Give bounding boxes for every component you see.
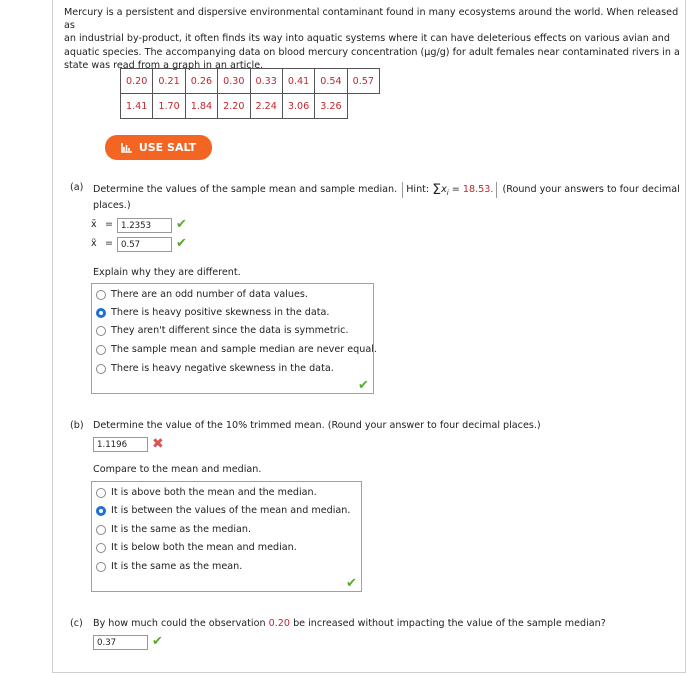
part-c-value: 0.20 xyxy=(268,618,290,629)
correct-check-icon: ✔ xyxy=(152,634,163,649)
table-cell: 1.84 xyxy=(185,94,217,119)
table-cell: 3.06 xyxy=(282,94,314,119)
correct-check-icon: ✔ xyxy=(176,217,187,232)
choice-label: The sample mean and sample median are never equal. xyxy=(111,344,377,355)
intro-line: aquatic species. The accompanying data on blood mercury concentration (µg/g) for adult females near contaminated rivers in a xyxy=(64,46,680,58)
sigma-symbol: Σ xyxy=(432,182,442,198)
choice-label: It is the same as the mean. xyxy=(111,561,243,572)
radio-button[interactable] xyxy=(96,525,106,535)
table-cell-empty xyxy=(347,94,379,119)
part-a-letter: (a) xyxy=(70,182,84,193)
data-table xyxy=(120,68,380,119)
radio-button[interactable] xyxy=(96,488,106,498)
table-cell: 0.21 xyxy=(153,69,185,94)
median-symbol: x̃ xyxy=(91,238,97,249)
compare-prompt: Compare to the mean and median. xyxy=(93,464,262,475)
equals-sign: = xyxy=(105,238,114,249)
choice-option[interactable] xyxy=(96,289,308,300)
choice-option[interactable] xyxy=(96,325,349,336)
part-b-prompt: Determine the value of the 10% trimmed mean. (Round your answer to four decimal places.) xyxy=(93,420,541,431)
choice-label: They aren't different since the data is symmetric. xyxy=(111,325,349,336)
table-cell: 0.54 xyxy=(315,69,347,94)
hint-eq: = xyxy=(451,184,460,195)
part-b-letter: (b) xyxy=(70,420,84,431)
radio-button[interactable] xyxy=(96,543,106,553)
table-cell: 2.24 xyxy=(250,94,282,119)
part-c-prompt-before: By how much could the observation xyxy=(93,618,266,629)
choice-label: It is between the values of the mean and median. xyxy=(111,505,351,516)
increase-amount-input[interactable]: 0.37 xyxy=(93,635,148,650)
hint-box xyxy=(402,182,497,198)
choice-option[interactable] xyxy=(96,487,317,498)
table-cell: 1.41 xyxy=(121,94,153,119)
choice-option[interactable] xyxy=(96,561,242,572)
hint-prefix: Hint: xyxy=(406,184,430,195)
choice-option-selected[interactable] xyxy=(96,505,350,516)
part-c-prompt xyxy=(93,618,606,629)
radio-button-selected[interactable] xyxy=(96,308,106,318)
use-salt-label: USE SALT xyxy=(138,141,197,154)
choice-label: There are an odd number of data values. xyxy=(111,289,308,300)
part-c-letter: (c) xyxy=(70,618,83,629)
table-cell: 0.26 xyxy=(185,69,217,94)
choice-option[interactable] xyxy=(96,344,377,355)
round-note: (Round your answers to four decimal xyxy=(502,184,680,195)
choice-option[interactable] xyxy=(96,524,251,535)
choice-option-selected[interactable] xyxy=(96,307,329,318)
table-row xyxy=(121,94,380,119)
salt-chart-icon xyxy=(121,142,133,153)
intro-line: an industrial by-product, it often finds its way into aquatic systems where it can have deleterious effects on various avian and xyxy=(64,33,670,45)
table-cell: 0.33 xyxy=(250,69,282,94)
intro-line: state was read from a graph in an article. xyxy=(64,59,264,71)
table-cell: 0.41 xyxy=(282,69,314,94)
correct-check-icon: ✔ xyxy=(358,378,369,393)
table-cell: 0.57 xyxy=(347,69,379,94)
table-cell: 1.70 xyxy=(153,94,185,119)
mean-input[interactable]: 1.2353 xyxy=(117,218,172,233)
choice-label: There is heavy negative skewness in the data. xyxy=(111,363,334,374)
choice-option[interactable] xyxy=(96,363,334,374)
hint-sub: i xyxy=(446,188,449,197)
choice-label: It is above both the mean and the median. xyxy=(111,487,317,498)
intro-text xyxy=(64,6,682,72)
median-input[interactable]: 0.57 xyxy=(117,237,172,252)
hint-value: 18.53. xyxy=(462,184,494,195)
trimmed-mean-input[interactable]: 1.1196 xyxy=(93,437,148,452)
choice-option[interactable] xyxy=(96,542,297,553)
correct-check-icon: ✔ xyxy=(176,236,187,251)
explain-prompt: Explain why they are different. xyxy=(93,267,241,278)
intro-line: Mercury is a persistent and dispersive environmental contaminant found in many ecosystems around the world. When released as xyxy=(64,7,679,32)
table-cell: 3.26 xyxy=(315,94,347,119)
table-cell: 2.20 xyxy=(218,94,250,119)
correct-check-icon: ✔ xyxy=(346,576,357,591)
radio-button[interactable] xyxy=(96,326,106,336)
choice-label: It is the same as the median. xyxy=(111,524,252,535)
round-note-cont: places.) xyxy=(93,200,131,211)
choice-label: There is heavy positive skewness in the data. xyxy=(111,307,330,318)
part-a-prompt: Determine the values of the sample mean and sample median. xyxy=(93,184,398,195)
radio-button[interactable] xyxy=(96,290,106,300)
table-row xyxy=(121,69,380,94)
part-a-prompt-line xyxy=(93,182,680,198)
table-cell: 0.20 xyxy=(121,69,153,94)
hint-var: x xyxy=(441,184,447,195)
radio-button[interactable] xyxy=(96,364,106,374)
part-c-prompt-after: be increased without impacting the value of the sample median? xyxy=(293,618,606,629)
use-salt-button[interactable] xyxy=(105,135,212,160)
choice-label: It is below both the mean and median. xyxy=(111,542,297,553)
radio-button-selected[interactable] xyxy=(96,506,106,516)
mean-symbol: x̄ xyxy=(91,219,97,230)
radio-button[interactable] xyxy=(96,345,106,355)
incorrect-x-icon: ✖ xyxy=(152,436,164,452)
radio-button[interactable] xyxy=(96,562,106,572)
table-cell: 0.30 xyxy=(218,69,250,94)
equals-sign: = xyxy=(105,219,114,230)
